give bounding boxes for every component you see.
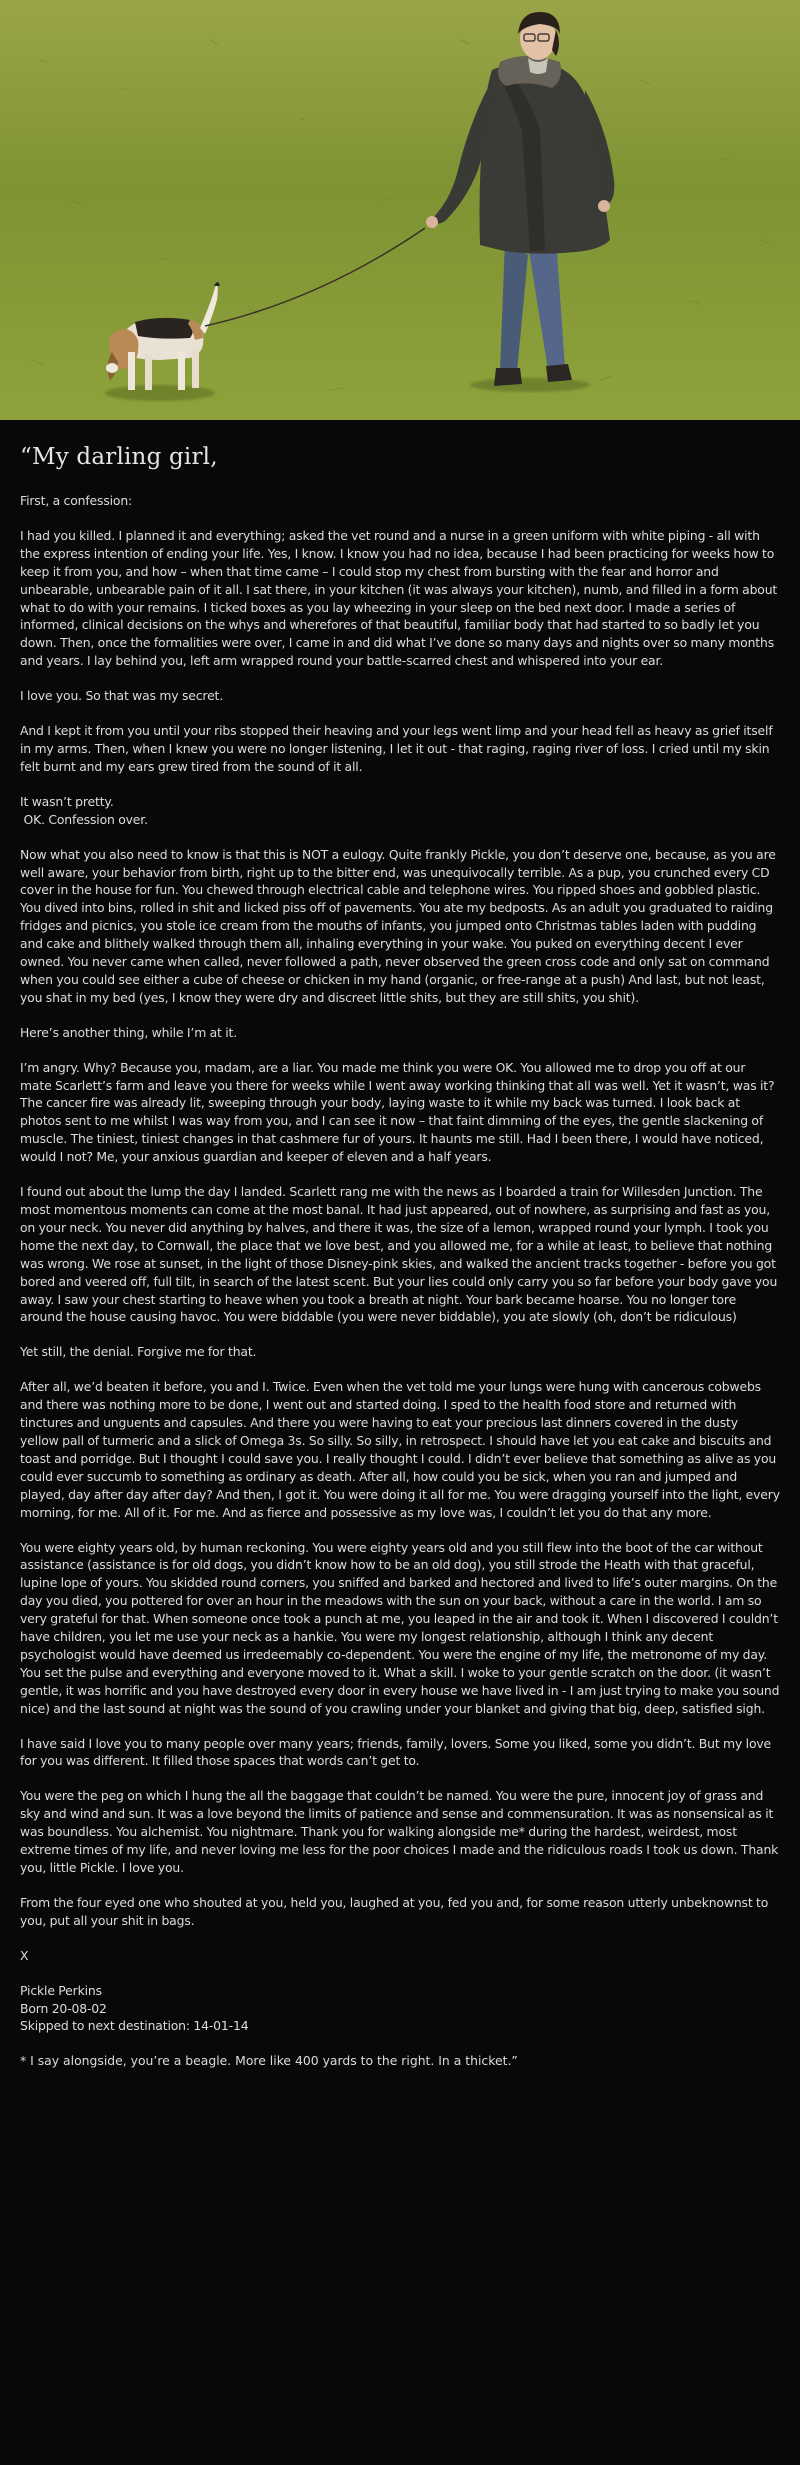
- woman-walking-beagle-photo: [0, 0, 800, 420]
- letter-paragraph: I’m angry. Why? Because you, madam, are a liar. You made me think you were OK. You allowed me to drop you off at our mate Scarlett’s farm and leave you there for weeks while I went away working thinking that all was well. Yet it wasn’t, was it? The cancer fire was already lit, sweeping through your body, laying waste to it while my back was turned. I look back at photos sent to me whilst I was way from you, and I can see it now – that faint dimming of the eyes, the gentle slackening of muscle. The tiniest, tiniest changes in that cashmere fur of yours. It haunts me still. Had I been there, I would have noticed, would I not? Me, your anxious guardian and keeper of eleven and a half years.: [20, 1059, 775, 1165]
- letter-salutation: “My darling girl,: [20, 444, 218, 470]
- letter-paragraph: And I kept it from you until your ribs stopped their heaving and your legs went limp and your head fell as heavy as grief itself in my arms. Then, when I knew you were no longer listening, I let it out - that raging, raging river of loss. I cried until my skin felt burnt and my ears grew tired from the sound of it all.: [20, 723, 773, 774]
- letter-paragraph: It wasn’t pretty.: [20, 793, 114, 809]
- signoff-name: Pickle Perkins: [20, 1982, 102, 1998]
- letter-paragraph: After all, we’d beaten it before, you and I. Twice. Even when the vet told me your lungs were hung with cancerous cobwebs and there was nothing more to be done, I went out and started doing. I sped to the health food store and returned with tinctures and unguents and capsules. And there you were having to eat your precious last dinners covered in the dusty yellow pall of turmeric and a slick of Omega 3s. So silly. So silly, in retrospect. I should have let you eat cake and biscuits and toast and porridge. But I thought I could save you. I really thought I could. I didn’t ever believe that something as alive as you could ever succumb to something as ordinary as death. After all, how could you be sick, when you ran and jumped and played, day after day after day? And then, I got it. You were doing it all for me. You were dragging yourself into the light, every morning, for me. All of it. For me. And as fierce and possessive as my love was, I couldn’t let you do that any more.: [20, 1379, 780, 1520]
- letter-paragraph: I love you. So that was my secret.: [20, 688, 224, 704]
- signoff-skipped: Skipped to next destination: 14-01-14: [20, 2018, 249, 2034]
- letter-paragraph: You were eighty years old, by human reckoning. You were eighty years old and you still flew into the boot of the car without assistance (assistance is for old dogs, you didn’t know how to be an old dog), you still strode the Heath with that graceful, lupine lope of yours. You skidded round corners, you sniffed and barked and hectored and lived to life’s outer margins. On the day you died, you pottered for over an hour in the meadows with the sun on your back, without a care in the world. I am so very grateful for that. When someone once took a punch at me, you leaped in the air and took it. When I discovered I couldn’t have children, you let me use your neck as a hankie. You were my longest relationship, although I think any decent psychologist would have deemed us irredeemably co-dependent. You were the engine of my life, the metronome of my day. You set the pulse and everything and everyone moved to it. What a skill. I woke to your gentle scratch on the door. (it wasn’t gentle, it was horrific and you have destroyed every door in every house we have lived in - I am just trying to make you sound nice) and the last sound at night was the sound of you crawling under your blanket and giving that big, deep, satisfied sigh.: [20, 1539, 780, 1716]
- footnote: * I say alongside, you’re a beagle. More like 400 yards to the right. In a thicket.”: [20, 2053, 518, 2069]
- letter-paragraph: I found out about the lump the day I landed. Scarlett rang me with the news as I boarded a train for Willesden Junction. The most momentous moments can come at the most banal. It had just appeared, out of nowhere, as surprising and fast as you, on your neck. You never did anything by halves, and there it was, the size of a lemon, wrapped round your lymph. I took you home the next day, to Cornwall, the place that we love best, and you allowed me, for a while at least, to believe that nothing was wrong. We rose at sunset, in the light of those Disney-pink skies, and walked the ancient tracks together - before you got bored and veered off, full tilt, in search of the latest scent. But your lies could only carry you so far before your body gave you away. I saw your chest starting to heave when you took a breath at night. Your bark became hoarse. You no longer tore around the house causing havoc. You were biddable (you were never biddable), you ate slowly (oh, don’t be ridiculous): [20, 1184, 778, 1325]
- letter: [0, 420, 800, 2070]
- letter-paragraph: You were the peg on which I hung the all the baggage that couldn’t be named. You were the pure, innocent joy of grass and sky and wind and sun. It was a love beyond the limits of patience and sense and commensuration. It was as nonsensical as it was boundless. You alchemist. You nightmare. Thank you for walking alongside me* during the hardest, weirdest, most extreme times of my life, and never loving me less for the poor choices I made and the ridiculous roads I took us down. Thank you, little Pickle. I love you.: [20, 1788, 779, 1875]
- letter-kiss: X: [20, 1947, 29, 1963]
- letter-paragraph: Now what you also need to know is that this is NOT a eulogy. Quite frankly Pickle, you don’t deserve one, because, as you are well aware, your behavior from birth, right up to the bitter end, was unequivocally terrible. As a pup, you crunched every CD cover in the house for fun. You chewed through electrical cable and telephone wires. You ripped shoes and gobbled plastic. You dived into bins, rolled in shit and licked piss off of pavements. You ate my bedposts. As an adult you graduated to raiding fridges and picnics, you stole ice cream from the mouths of infants, you jumped onto Christmas tables laden with pudding and cake and blithely walked through them all, inhaling everything in your wake. You puked on everything decent I ever owned. You never came when called, never followed a path, never observed the green cross code and only sat on command when you could see either a cube of cheese or chicken in my hand (organic, or free-range at a push) And last, but not least, you shat in my bed (yes, I know they were dry and discreet little shits, but they are still shits, you shit).: [20, 846, 776, 1005]
- letter-paragraph: Yet still, the denial. Forgive me for that.: [20, 1344, 257, 1360]
- signoff-born: Born 20-08-02: [20, 2000, 107, 2016]
- letter-paragraph: From the four eyed one who shouted at you, held you, laughed at you, fed you and, for some reason utterly unbeknownst to you, put all your shit in bags.: [20, 1894, 769, 1928]
- hero-photo: [0, 0, 800, 420]
- letter-paragraph: First, a confession:: [20, 493, 133, 508]
- letter-paragraph: OK. Confession over.: [20, 811, 148, 827]
- letter-paragraph: Here’s another thing, while I’m at it.: [20, 1024, 238, 1040]
- letter-paragraph: I had you killed. I planned it and everything; asked the vet round and a nurse in a green uniform with white piping - all with the express intention of ending your life. Yes, I know. I know you had no idea, because I had been practicing for weeks how to keep it from you, and how – when that time came – I could stop my chest from bursting with the fear and horror and unbearable, unbearable pain of it all. I sat there, in your kitchen (it was always your kitchen), numb, and filled in a form about what to do with your remains. I ticked boxes as you lay wheezing in your sleep on the bed next door. I made a series of informed, clinical decisions on the whys and wherefores of that beautiful, familiar body that had started to so badly let you down. Then, once the formalities were over, I came in and did what I’ve done so many days and nights over so many months and years. I lay behind you, left arm wrapped round your battle-scarred chest and whispered into your ear.: [20, 527, 778, 669]
- letter-paragraph: I have said I love you to many people over many years; friends, family, lovers. Some you liked, some you didn’t. But my love for you was different. It filled those spaces that words can’t get to.: [20, 1735, 772, 1769]
